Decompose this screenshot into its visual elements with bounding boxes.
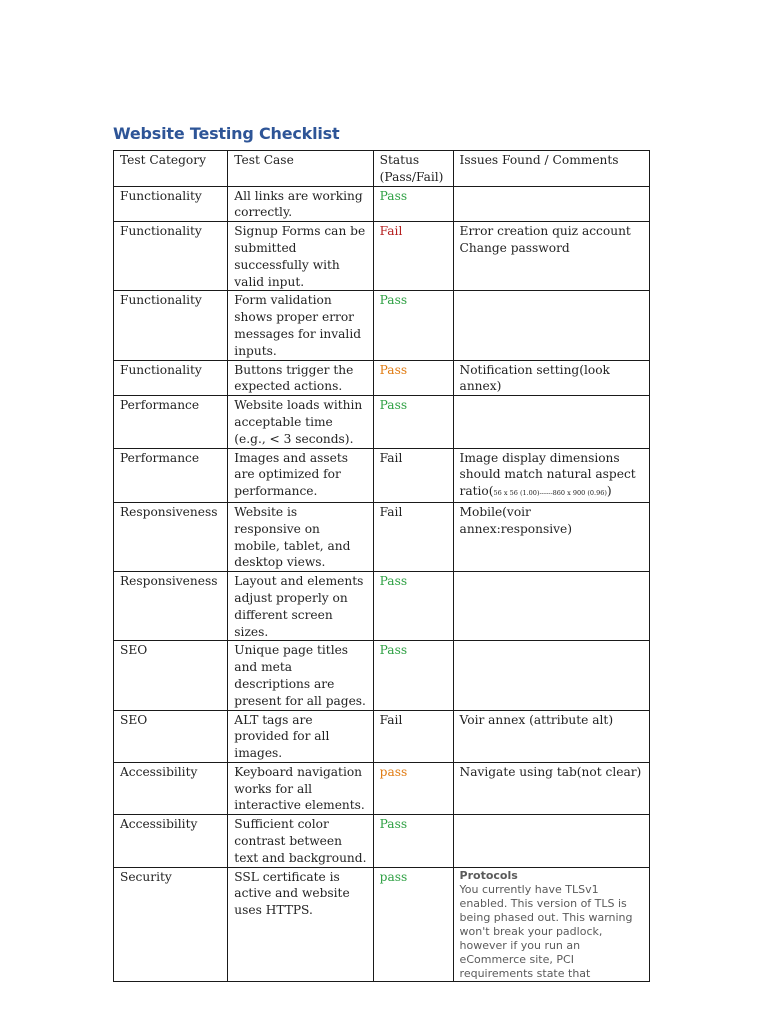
row-status: pass — [373, 762, 453, 814]
row-status: Pass — [373, 291, 453, 360]
row-test-case: SSL certificate is active and website uses HTTPS. — [228, 867, 373, 981]
row-test-case: Sufficient color contrast between text and background. — [228, 815, 373, 867]
table-row — [114, 502, 650, 571]
row-category: Responsiveness — [114, 572, 228, 641]
row-status: Pass — [373, 360, 453, 396]
table-row — [114, 572, 650, 641]
row-category: Functionality — [114, 360, 228, 396]
row-category: SEO — [114, 641, 228, 710]
row-comment — [453, 222, 649, 291]
protocols-text: You currently have TLSv1 enabled. This version of TLS is being phased out. This warning won't break your padlock, however if you run an eCommerce site, PCI requirements state that — [459, 882, 633, 980]
row-test-case: Keyboard navigation works for all interactive elements. — [228, 762, 373, 814]
row-category: Accessibility — [114, 762, 228, 814]
row-status: Pass — [373, 572, 453, 641]
row-comment — [453, 360, 649, 396]
header-issues-comments: Issues Found / Comments — [453, 151, 649, 187]
row-comment — [453, 641, 649, 710]
table-row — [114, 186, 650, 222]
row-category: Accessibility — [114, 815, 228, 867]
row-status: Pass — [373, 815, 453, 867]
header-status: Status (Pass/Fail) — [373, 151, 453, 187]
table-row — [114, 815, 650, 867]
row-comment — [453, 762, 649, 814]
row-category: Functionality — [114, 291, 228, 360]
row-category: Security — [114, 867, 228, 981]
comment-text: Image display dimensions should match natural aspect ratio( — [459, 450, 636, 499]
protocols-heading: Protocols — [459, 868, 518, 882]
row-test-case: Website is responsive on mobile, tablet, and desktop views. — [228, 502, 373, 571]
comment-dimensions: 56 x 56 (1.00)------860 x 900 (0.96) — [493, 489, 607, 498]
row-test-case: Website loads within acceptable time (e.g., < 3 seconds). — [228, 396, 373, 448]
row-category: Performance — [114, 448, 228, 502]
row-comment — [453, 867, 649, 981]
document-title: Website Testing Checklist — [113, 124, 340, 143]
row-status: Pass — [373, 641, 453, 710]
row-comment — [453, 502, 649, 571]
row-status: pass — [373, 867, 453, 981]
row-status: Fail — [373, 710, 453, 762]
table-row — [114, 396, 650, 448]
table-row — [114, 710, 650, 762]
table-row — [114, 641, 650, 710]
row-status: Pass — [373, 186, 453, 222]
comment-tail: ) — [606, 484, 612, 499]
row-comment — [453, 186, 649, 222]
row-category: Functionality — [114, 186, 228, 222]
row-comment — [453, 448, 649, 502]
row-comment — [453, 396, 649, 448]
row-category: Performance — [114, 396, 228, 448]
row-test-case: Form validation shows proper error messages for invalid inputs. — [228, 291, 373, 360]
row-test-case: ALT tags are provided for all images. — [228, 710, 373, 762]
row-comment — [453, 815, 649, 867]
row-test-case: Signup Forms can be submitted successfully with valid input. — [228, 222, 373, 291]
table-row — [114, 448, 650, 502]
table-header-row — [114, 151, 650, 187]
row-test-case: Layout and elements adjust properly on different screen sizes. — [228, 572, 373, 641]
testing-checklist-table — [113, 150, 650, 982]
row-category: Functionality — [114, 222, 228, 291]
comment-text: Mobile(voir annex:responsive) — [459, 504, 572, 536]
table-row — [114, 291, 650, 360]
row-test-case: All links are working correctly. — [228, 186, 373, 222]
row-test-case: Images and assets are optimized for performance. — [228, 448, 373, 502]
row-status: Fail — [373, 502, 453, 571]
protocols-note — [460, 869, 643, 981]
comment-text: Navigate using tab(not clear) — [459, 764, 642, 779]
row-status: Pass — [373, 396, 453, 448]
row-category: SEO — [114, 710, 228, 762]
row-status: Fail — [373, 448, 453, 502]
header-test-category: Test Category — [114, 151, 228, 187]
row-category: Responsiveness — [114, 502, 228, 571]
table-row — [114, 867, 650, 981]
table-row — [114, 762, 650, 814]
comment-text: Voir annex (attribute alt) — [459, 712, 614, 727]
row-comment — [453, 710, 649, 762]
table-row — [114, 360, 650, 396]
comment-text: Error creation quiz account Change password — [459, 224, 631, 255]
row-test-case: Buttons trigger the expected actions. — [228, 360, 373, 396]
row-status: Fail — [373, 222, 453, 291]
table-row — [114, 222, 650, 291]
header-test-case: Test Case — [228, 151, 373, 187]
row-test-case: Unique page titles and meta descriptions are present for all pages. — [228, 641, 373, 710]
row-comment — [453, 291, 649, 360]
comment-text: Notification setting(look annex) — [459, 362, 610, 394]
row-comment — [453, 572, 649, 641]
